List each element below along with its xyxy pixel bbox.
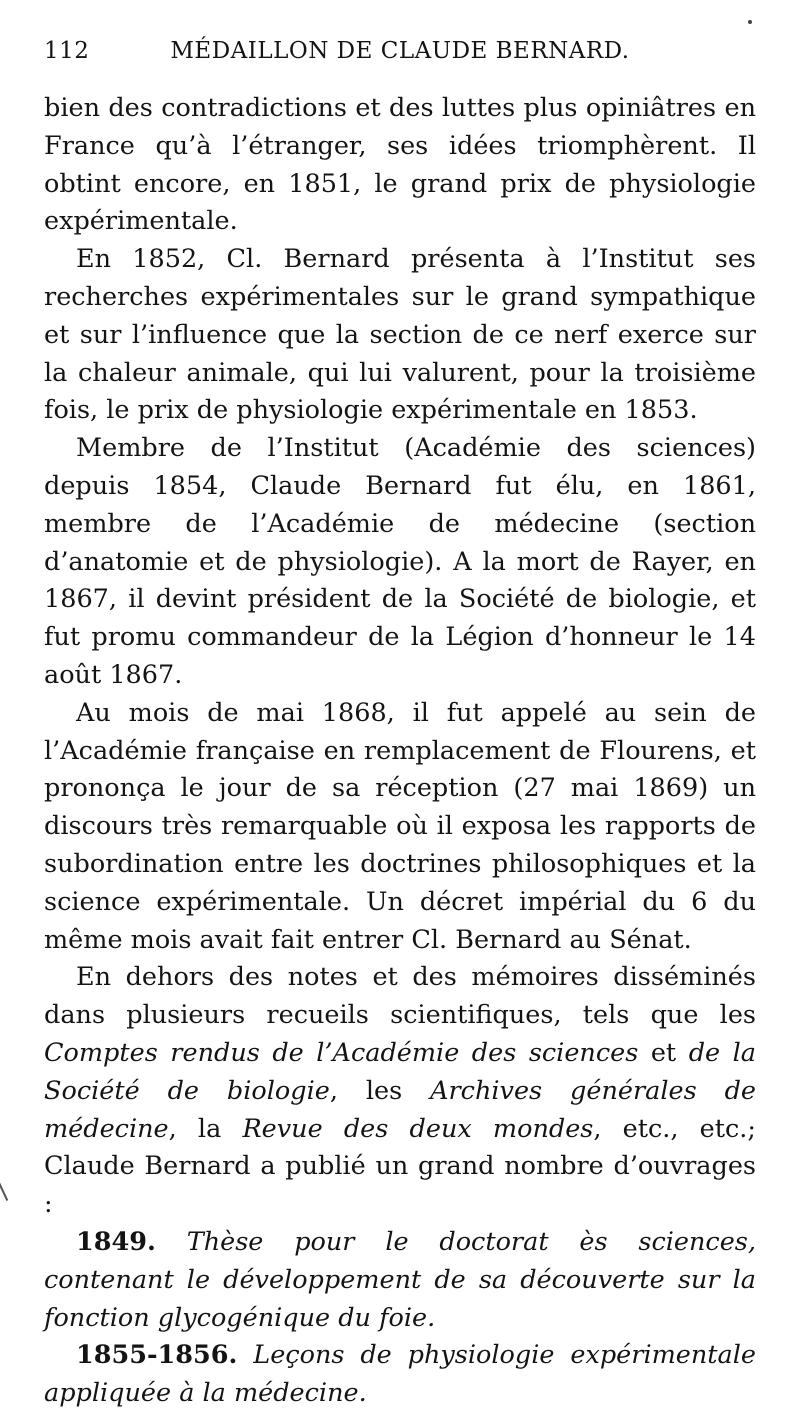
bibliography-title: Leçons de physiologie expérimentale appliquée à la médecine. — [44, 1340, 756, 1409]
works-text-2: et — [638, 1037, 689, 1068]
bibliography-entry — [44, 1337, 756, 1413]
works-text-3: , les — [329, 1075, 431, 1106]
bibliography-list — [44, 1224, 756, 1413]
bibliography-entry — [44, 1224, 756, 1337]
bibliography-year: 1855-1856. — [76, 1340, 238, 1371]
works-text-5: , etc., etc.; Claude Bernard a publié un grand nombre d’ouvrages : — [44, 1113, 756, 1220]
works-text-1: En dehors des notes et des mémoires disséminés dans plusieurs recueils scientifiques, tels que les — [44, 962, 756, 1031]
body-text — [44, 90, 756, 1413]
journal-archives-medecine: Archives générales de médecine — [44, 1075, 756, 1144]
bibliography-year: 1849. — [76, 1226, 156, 1257]
running-title: MÉDAILLON DE CLAUDE BERNARD. — [170, 38, 630, 64]
journal-comptes-rendus: Comptes rendus de l’Académie des sciences — [44, 1037, 639, 1068]
paragraph-institut: Membre de l’Institut (Académie des sciences) depuis 1854, Claude Bernard fut élu, en 1861, membre de l’Académie de médecine (section d’anatomie et de physiologie). A la mort de Rayer, en 1867, il devint président de la Société de biologie, et fut promu commandeur de la Légion d’honneur le 14 août 1867. — [44, 433, 756, 690]
print-speck — [748, 20, 752, 24]
bibliography-title: Thèse pour le doctorat ès sciences, contenant le développement de sa découverte sur la fonction glycogénique du foie. — [44, 1226, 756, 1333]
page-number: 112 — [44, 38, 90, 64]
journal-societe-biologie: de la Société de biologie — [44, 1037, 756, 1106]
journal-revue-deux-mondes: Revue des deux mondes — [242, 1113, 594, 1144]
paragraph-continuation: bien des contradictions et des luttes plus opiniâtres en France qu’à l’étranger, ses idées triomphèrent. Il obtint encore, en 1851, le grand prix de physiologie expérimentale. — [44, 93, 756, 237]
works-text-4: , la — [168, 1113, 243, 1144]
running-header — [44, 38, 756, 72]
paragraph-works — [44, 959, 756, 1224]
margin-mark — [0, 1173, 8, 1201]
paragraph-1852: En 1852, Cl. Bernard présenta à l’Institut ses recherches expérimentales sur le grand sympathique et sur l’influence que la section de ce nerf exerce sur la chaleur animale, qui lui valurent, pour la troisième fois, le prix de physiologie expérimentale en 1853. — [44, 244, 756, 426]
paragraph-academie-francaise: Au mois de mai 1868, il fut appelé au sein de l’Académie française en remplacement de Flourens, et prononça le jour de sa réception (27 mai 1869) un discours très remarquable où il exposa les rapports de subordination entre les doctrines philosophiques et la science expérimentale. Un décret impérial du 6 du même mois avait fait entrer Cl. Bernard au Sénat. — [44, 697, 756, 955]
